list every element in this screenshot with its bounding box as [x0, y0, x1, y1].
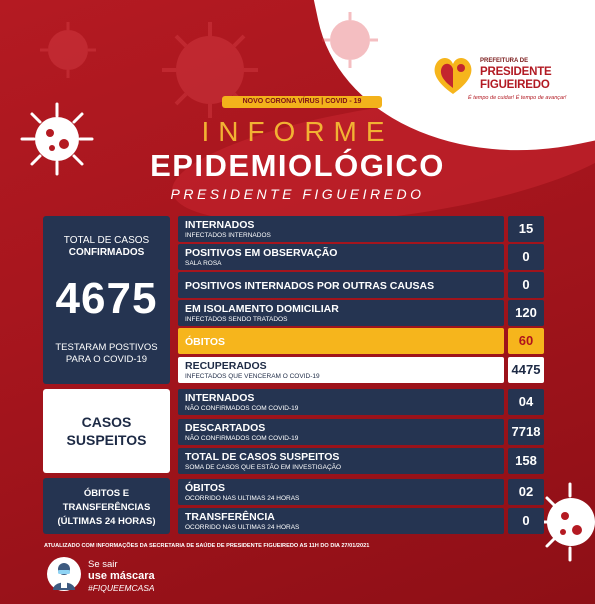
row-recuperados — [178, 357, 504, 383]
title-informe: INFORME — [201, 116, 394, 147]
deaths-label-line1: ÓBITOS E — [83, 488, 130, 499]
value-transferencia: 0 — [508, 508, 544, 534]
virus-icon — [320, 10, 380, 70]
value-descartados: 7718 — [508, 419, 544, 445]
row-obitos-24h — [178, 479, 504, 505]
row-obitos — [178, 328, 504, 354]
row-title: TRANSFERÊNCIA — [185, 511, 275, 523]
row-title: DESCARTADOS — [185, 422, 266, 434]
value-positivos-outras-causas: 0 — [508, 272, 544, 298]
deaths-label-line2: TRANSFERÊNCIAS — [62, 502, 151, 513]
row-subtitle: INFECTADOS QUE VENCERAM O COVID-19 — [185, 373, 320, 380]
row-title: POSITIVOS EM OBSERVAÇÃO — [185, 247, 338, 259]
value-suspeitos-internados: 04 — [508, 389, 544, 415]
row-descartados — [178, 419, 504, 445]
mask-text-line1: Se sair — [88, 559, 118, 570]
logo-name-line1: PRESIDENTE — [480, 66, 552, 78]
row-subtitle: NÃO CONFIRMADOS COM COVID-19 — [185, 405, 299, 412]
total-confirmed-number: 4675 — [55, 274, 158, 323]
mask-text-line2: use máscara — [88, 570, 155, 582]
update-note: ATUALIZADO COM INFORMAÇÕES DA SECRETARIA DE SAÚDE DE PRESIDENTE FIGUEIREDO AS 11H DO DIA 27/01/2021 — [44, 543, 370, 549]
deaths-transfers-card — [43, 478, 170, 534]
row-title: ÓBITOS — [185, 482, 226, 494]
row-transferencia — [178, 508, 504, 534]
value-positivos-observacao: 0 — [508, 244, 544, 270]
total-caption-line2: PARA O COVID-19 — [65, 354, 148, 365]
mask-hashtag: #FIQUEEMCASA — [88, 583, 155, 593]
total-confirmed-card — [43, 216, 170, 384]
value-obitos-24h: 02 — [508, 479, 544, 505]
total-caption-line1: TESTARAM POSTIVOS — [55, 342, 158, 353]
row-isolamento — [178, 300, 504, 326]
row-internados — [178, 216, 504, 242]
row-title: TOTAL DE CASOS SUSPEITOS — [185, 451, 340, 463]
title-epidemiologico: EPIDEMIOLÓGICO — [150, 148, 445, 183]
row-title: INTERNADOS — [185, 392, 255, 404]
prefeitura-logo — [430, 48, 580, 106]
total-label-line1: TOTAL DE CASOS — [63, 235, 150, 246]
logo-prefeitura-text: PREFEITURA DE — [480, 58, 529, 64]
value-isolamento: 120 — [508, 300, 544, 326]
logo-slogan: É tempo de cuidar! É tempo de avançar! — [468, 95, 567, 101]
deaths-label-line3: (ÚLTIMAS 24 HORAS) — [57, 516, 156, 527]
row-suspeitos-internados — [178, 389, 504, 415]
subtitle-city: PRESIDENTE FIGUEIREDO — [170, 186, 425, 202]
suspect-label-line2: SUSPEITOS — [66, 432, 147, 448]
row-subtitle: INFECTADOS SENDO TRATADOS — [185, 316, 288, 323]
row-subtitle: OCORRIDO NAS ULTIMAS 24 HORAS — [185, 524, 300, 531]
value-internados: 15 — [508, 216, 544, 242]
row-title: RECUPERADOS — [185, 360, 267, 372]
suspect-label-line1: CASOS — [81, 414, 132, 430]
row-title: ÓBITOS — [185, 336, 226, 348]
row-positivos-observacao — [178, 244, 504, 270]
row-title: POSITIVOS INTERNADOS POR OUTRAS CAUSAS — [185, 280, 435, 292]
virus-icon — [38, 20, 98, 80]
row-title: EM ISOLAMENTO DOMICILIAR — [185, 303, 339, 315]
row-subtitle: NÃO CONFIRMADOS COM COVID-19 — [185, 435, 299, 442]
topic-pill: NOVO CORONA VÍRUS | COVID - 19 — [222, 96, 382, 108]
heart-logo-icon — [430, 52, 476, 98]
logo-name-line2: FIGUEIREDO — [480, 79, 550, 91]
row-subtitle: SOMA DE CASOS QUE ESTÃO EM INVESTIGAÇÃO — [185, 464, 342, 471]
row-subtitle: INFECTADOS INTERNADOS — [185, 232, 271, 239]
row-total-suspeitos — [178, 448, 504, 474]
value-obitos: 60 — [508, 328, 544, 354]
row-positivos-outras-causas — [178, 272, 504, 298]
suspect-cases-card — [43, 389, 170, 473]
total-label-line2: CONFIRMADOS — [68, 247, 145, 258]
value-total-suspeitos: 158 — [508, 448, 544, 474]
row-subtitle: SALA ROSA — [185, 260, 222, 267]
doctor-mask-icon — [47, 556, 81, 592]
value-recuperados: 4475 — [508, 357, 544, 383]
row-title: INTERNADOS — [185, 219, 255, 231]
row-subtitle: OCORRIDO NAS ULTIMAS 24 HORAS — [185, 495, 300, 502]
